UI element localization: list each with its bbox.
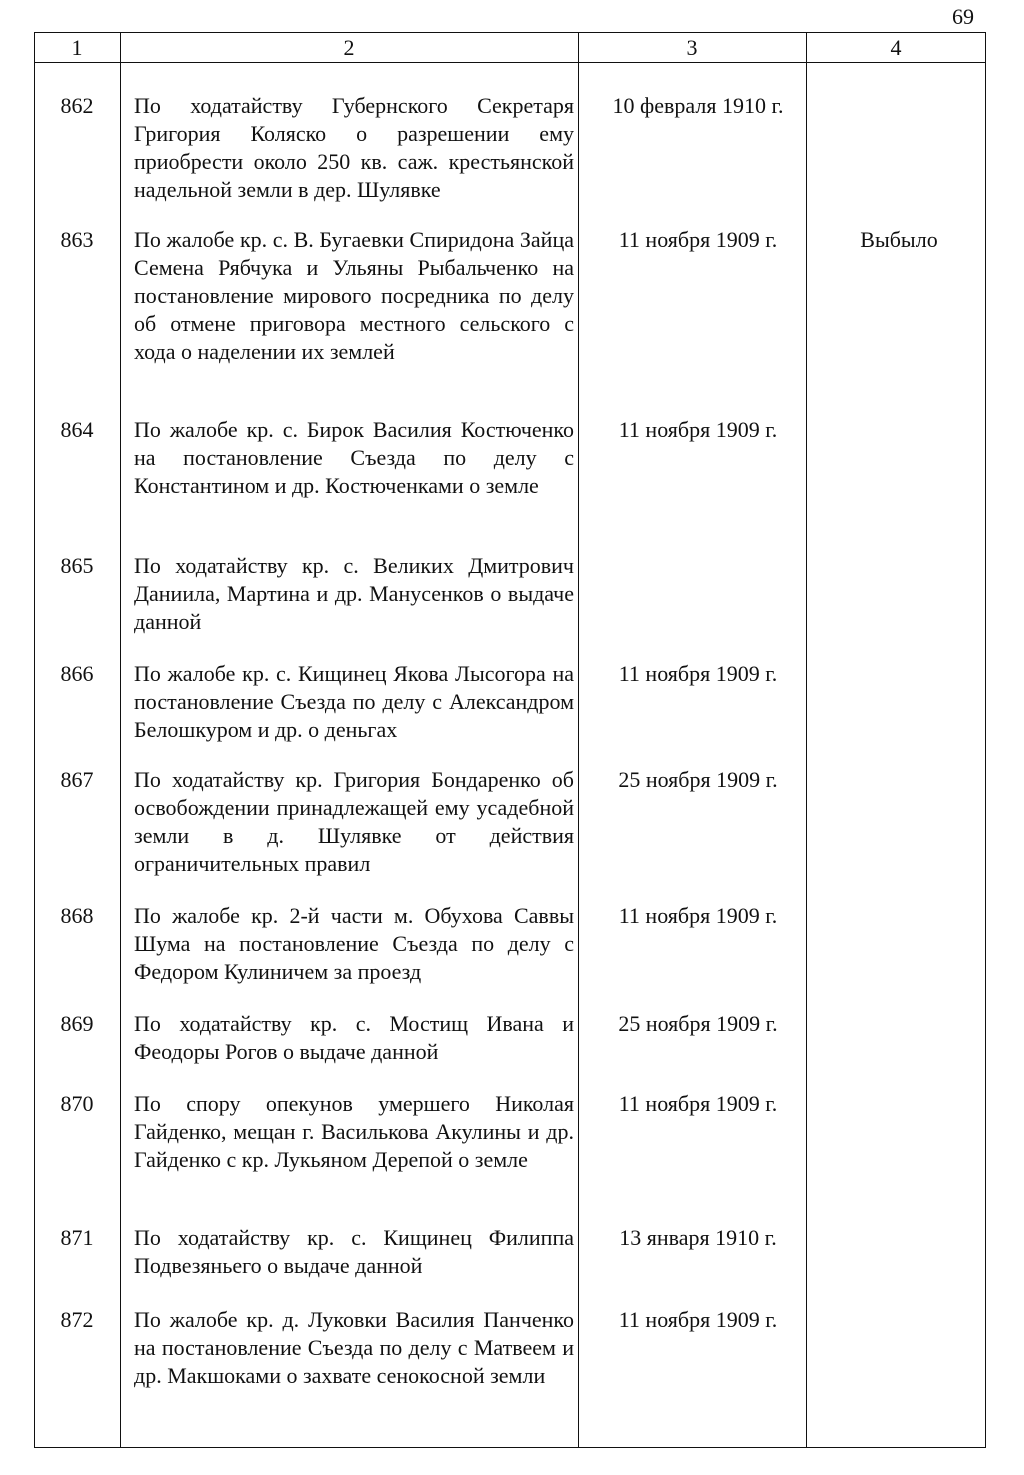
entry-text: По ходатайству кр. Григория Бондаренко об освобождении принадлежащей ему усадебной земли в д. Шулявке от действия ограничительных правил — [134, 767, 574, 876]
entry-number: 872 — [60, 1307, 94, 1332]
entry-text: По жалобе кр. 2-й части м. Обухова Саввы Шума на постановление Съезда по делу с Федором Кулиничем за проезд — [134, 903, 574, 984]
entry-number: 869 — [60, 1011, 94, 1036]
entry-number: 867 — [60, 767, 94, 792]
entry-note: Выбыло — [860, 227, 938, 252]
entry-date: 11 ноября 1909 г. — [618, 903, 778, 928]
page-number: 69 — [952, 4, 974, 29]
entry-text: По ходатайству кр. с. Великих Дмитрович Даниила, Мартина и др. Манусенков о выдаче данной — [134, 553, 574, 634]
entry-number: 863 — [60, 227, 94, 252]
entry-text: По жалобе кр. с. Бирок Василия Костюченко на постановление Съезда по делу с Константином и др. Костюченками о земле — [134, 417, 574, 498]
entry-date: 11 ноября 1909 г. — [618, 227, 778, 252]
column-header-3: 3 — [686, 35, 698, 60]
header-divider — [34, 62, 986, 63]
entry-number: 870 — [60, 1091, 94, 1116]
entry-text: По жалобе кр. с. Кищинец Якова Лысогора на постановление Съезда по делу с Александром Белошкуром и др. о деньгах — [134, 661, 574, 742]
entry-text: По спору опекунов умершего Николая Гайденко, мещан г. Василькова Акулины и др. Гайденко с кр. Лукьяном Дерепой о земле — [134, 1091, 574, 1172]
entry-number: 868 — [60, 903, 94, 928]
entry-number: 862 — [60, 93, 94, 118]
entry-date: 25 ноября 1909 г. — [618, 767, 778, 792]
entry-number: 871 — [60, 1225, 94, 1250]
entry-date: 25 ноября 1909 г. — [618, 1011, 778, 1036]
entry-date: 13 января 1910 г. — [619, 1225, 777, 1250]
column-divider — [578, 32, 579, 1448]
column-divider — [120, 32, 121, 1448]
entry-text: По жалобе кр. с. В. Бугаевки Спиридона Зайца Семена Рябчука и Ульяны Рыбальченко на постановление мирового посредника по делу об отмене приговора местного сельского с хода о наделении их землей — [134, 227, 574, 364]
entry-text: По ходатайству Губернского Секретаря Григория Коляско о разрешении ему приобрести около 250 кв. саж. крестьянской надельной земли в дер. Шулявке — [134, 93, 574, 202]
entry-date: 10 февраля 1910 г. — [612, 93, 784, 118]
entry-number: 864 — [60, 417, 94, 442]
column-header-4: 4 — [890, 35, 902, 60]
entry-number: 865 — [60, 553, 94, 578]
entry-date: 11 ноября 1909 г. — [618, 661, 778, 686]
entry-text: По ходатайству кр. с. Кищинец Филиппа Подвезяньего о выдаче данной — [134, 1225, 574, 1278]
column-header-1: 1 — [71, 35, 83, 60]
column-header-2: 2 — [343, 35, 355, 60]
entry-number: 866 — [60, 661, 94, 686]
entry-date: 11 ноября 1909 г. — [618, 417, 778, 442]
entry-text: По жалобе кр. д. Луковки Василия Панченко на постановление Съезда по делу с Матвеем и др. Макшоками о захвате сенокосной земли — [134, 1307, 574, 1388]
entry-text: По ходатайству кр. с. Мостищ Ивана и Феодоры Рогов о выдаче данной — [134, 1011, 574, 1064]
entry-date: 11 ноября 1909 г. — [618, 1307, 778, 1332]
entry-date: 11 ноября 1909 г. — [618, 1091, 778, 1116]
